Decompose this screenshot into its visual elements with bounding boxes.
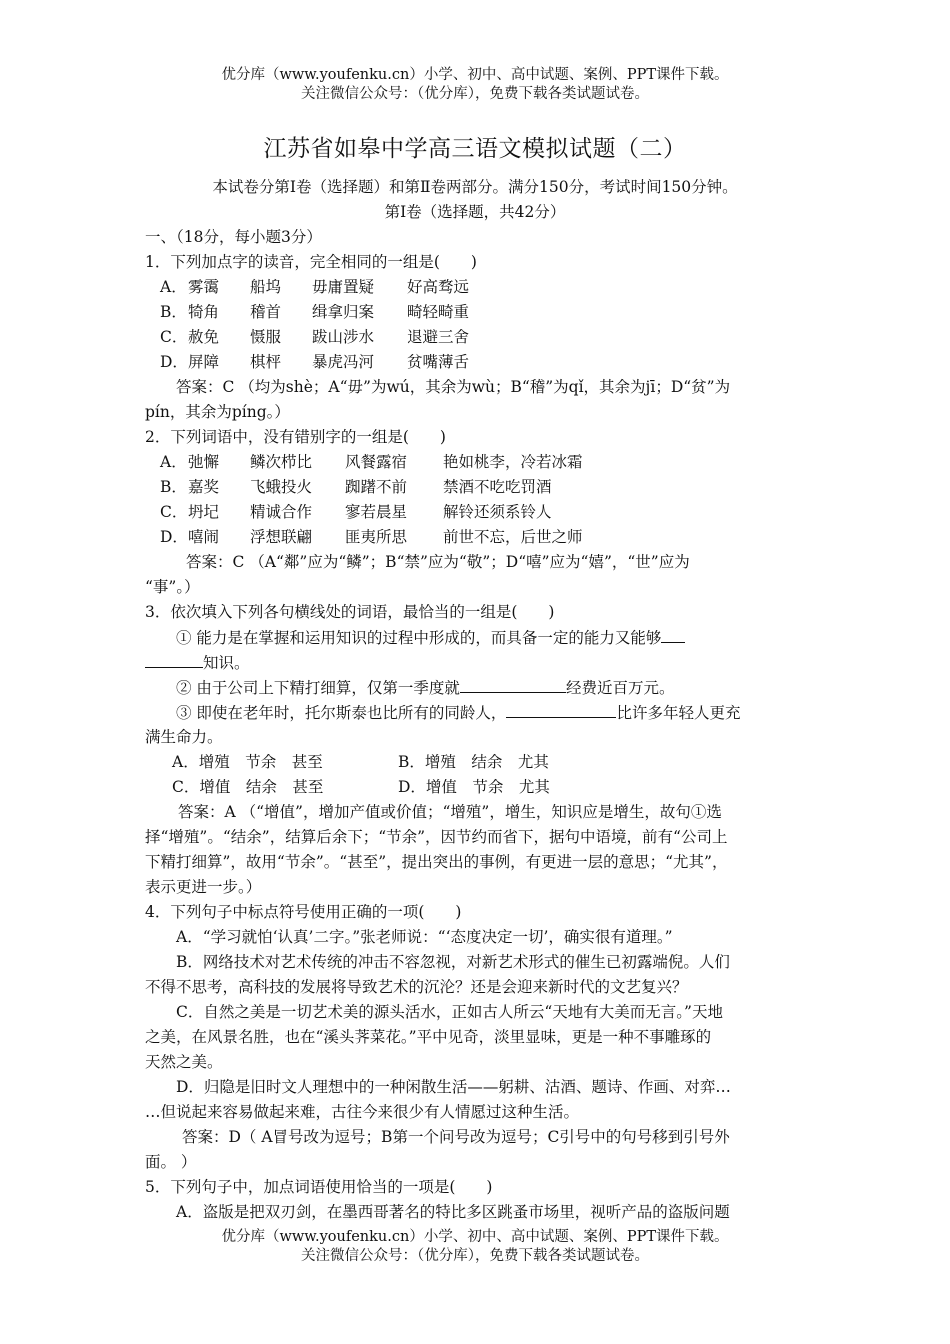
option-word: 屏障 [188, 353, 220, 371]
option-letter: D． [160, 353, 188, 371]
q1-stem: 1．下列加点字的读音，完全相同的一组是( ) [145, 253, 477, 271]
option-word: 船坞 [250, 278, 282, 296]
option-word: 贫嘴薄舌 [407, 353, 470, 371]
fill-blank [661, 627, 685, 643]
option-word: 艳如桃李，冷若冰霜 [443, 453, 583, 471]
option-word: 暴虎冯河 [312, 353, 375, 371]
q2-stem: 2．下列词语中，没有错别字的一组是( ) [145, 428, 446, 446]
fill-blank [145, 652, 203, 668]
q3-sentence-2 [176, 677, 674, 698]
q4-option-a: A．“学习就怕‘认真’二字。”张老师说：“‘态度决定一切’，确实很有道理。” [176, 928, 673, 946]
footer-line-1: 优分库（www.youfenku.cn）小学、初中、高中试题、案例、PPT课件下载。 [221, 1229, 729, 1245]
option-letter: B． [160, 478, 187, 496]
q3-answer-cont: 表示更进一步。） [145, 878, 262, 896]
page-footer [0, 1228, 950, 1266]
option-word: 稽首 [250, 303, 282, 321]
q3-sentence-3 [176, 702, 740, 723]
q4-answer: 答案：D（ A冒号改为逗号；B第一个问号改为逗号；C引号中的句号移到引号外 [182, 1128, 730, 1146]
option-word: 嘉奖 [188, 478, 220, 496]
option-word: 前世不忘，后世之师 [443, 528, 583, 546]
q3-option-b: B．增殖 结余 尤其 [398, 753, 549, 771]
sentence-text: 知识。 [203, 654, 250, 672]
option-word: 赦免 [188, 328, 220, 346]
option-word: 弛懈 [188, 453, 220, 471]
q2-answer: 答案：C （A“鄰”应为“鳞”；B“禁”应为“敬”；D“嘻”应为“嬉”，“世”应为 [186, 553, 690, 571]
option-word: 犄角 [188, 303, 220, 321]
q3-option-d: D．增值 节余 尤其 [398, 778, 550, 796]
q3-sentence-1-cont [145, 652, 250, 673]
q3-sentence-3-cont: 满生命力。 [145, 728, 223, 746]
header-line-1: 优分库（www.youfenku.cn）小学、初中、高中试题、案例、PPT课件下载。 [221, 67, 729, 83]
q1-answer-cont: pín，其余为píng。） [145, 403, 290, 421]
exam-intro: 本试卷分第Ⅰ卷（选择题）和第Ⅱ卷两部分。满分150分，考试时间150分钟。 [212, 178, 738, 196]
q4-option-c-cont: 天然之美。 [145, 1053, 223, 1071]
q3-option-c: C．增值 结余 甚至 [172, 778, 324, 796]
option-word: 嘻闹 [188, 528, 220, 546]
q4-answer-cont: 面。 ） [145, 1153, 197, 1171]
option-letter: A． [160, 278, 187, 296]
option-word: 退避三舍 [407, 328, 470, 346]
sentence-text: 经费近百万元。 [565, 679, 675, 697]
q5-stem: 5．下列句子中，加点词语使用恰当的一项是( ) [145, 1178, 493, 1196]
option-letter: D． [160, 528, 188, 546]
option-word: 跋山涉水 [312, 328, 375, 346]
q4-option-b: B．网络技术对艺术传统的冲击不容忽视，对新艺术形式的催生已初露端倪。人们 [176, 953, 730, 971]
header-line-2: 关注微信公众号：（优分库），免费下载各类试题试卷。 [301, 86, 649, 102]
q3-answer-cont: 下精打细算”，故用“节余”。“甚至”，提出突出的事例，有更进一层的意思；“尤其”， [145, 853, 728, 871]
option-word: 飞蛾投火 [250, 478, 313, 496]
q3-answer-cont: 择“增殖”。“结余”，结算后余下；“节余”，因节约而省下，据句中语境，前有“公司上 [145, 828, 728, 846]
q3-answer: 答案：A （“增值”，增加产值或价值；“增殖”，增生，知识应是增生，故句①选 [178, 803, 722, 821]
option-word: 浮想联翩 [250, 528, 313, 546]
option-word: 缉拿归案 [312, 303, 375, 321]
fill-blank [506, 702, 616, 718]
option-word: 棋枰 [250, 353, 282, 371]
option-letter: A． [160, 453, 187, 471]
q2-answer-cont: “事”。） [145, 578, 200, 596]
sentence-text: ② 由于公司上下精打细算，仅第一季度就 [176, 679, 460, 697]
q4-stem: 4．下列句子中标点符号使用正确的一项( ) [145, 903, 462, 921]
fill-blank [460, 677, 566, 693]
option-word: 禁酒不吃吃罚酒 [443, 478, 552, 496]
option-word: 匪夷所思 [345, 528, 408, 546]
section1-heading: 一、（18分，每小题3分） [145, 228, 322, 246]
option-letter: B． [160, 303, 187, 321]
part1-heading: 第Ⅰ卷（选择题，共42分） [384, 203, 566, 221]
option-word: 踟躇不前 [345, 478, 408, 496]
option-word: 坍圮 [188, 503, 220, 521]
q1-answer: 答案：C （均为shè；A“毋”为wú，其余为wù；B“稽”为qǐ，其余为jī；D“贫”为 [176, 378, 731, 396]
sentence-text: ③ 即使在老年时，托尔斯泰也比所有的同龄人， [176, 704, 507, 722]
option-word: 鳞次栉比 [250, 453, 313, 471]
option-word: 风餐露宿 [345, 453, 408, 471]
option-word: 好高骛远 [407, 278, 470, 296]
option-word: 雾霭 [188, 278, 220, 296]
page-header [0, 66, 950, 104]
option-word: 慑服 [250, 328, 282, 346]
q3-sentence-1 [176, 627, 685, 648]
option-word: 解铃还须系铃人 [443, 503, 552, 521]
option-letter: C． [160, 328, 188, 346]
sentence-text: ① 能力是在掌握和运用知识的过程中形成的，而具备一定的能力又能够 [176, 629, 662, 647]
sentence-text: 比许多年轻人更充 [616, 704, 741, 722]
q3-stem: 3．依次填入下列各句横线处的词语，最恰当的一组是( ) [145, 603, 555, 621]
q4-option-c-cont: 之美，在风景名胜，也在“溪头荠菜花。”平中见奇，淡里显味，更是一种不事雕琢的 [145, 1028, 712, 1046]
q4-option-d: D．归隐是旧时文人理想中的一种闲散生活——躬耕、沽酒、题诗、作画、对弈… [176, 1078, 731, 1096]
option-word: 寥若晨星 [345, 503, 408, 521]
q4-option-b-cont: 不得不思考，高科技的发展将导致艺术的沉沦？还是会迎来新时代的文艺复兴？ [145, 978, 688, 996]
option-letter: C． [160, 503, 188, 521]
q4-option-d-cont: …但说起来容易做起来难，古往今来很少有人情愿过这种生活。 [145, 1103, 580, 1121]
footer-line-2: 关注微信公众号：（优分库），免费下载各类试题试卷。 [301, 1248, 649, 1264]
option-word: 精诚合作 [250, 503, 313, 521]
q5-option-a: A．盗版是把双刃剑，在墨西哥著名的特比多区跳蚤市场里，视听产品的盗版问题 [176, 1203, 730, 1221]
q3-option-a: A．增殖 节余 甚至 [172, 753, 323, 771]
option-word: 畸轻畸重 [407, 303, 470, 321]
document-title: 江苏省如皋中学高三语文模拟试题（二） [263, 136, 687, 162]
q4-option-c: C．自然之美是一切艺术美的源头活水，正如古人所云“天地有大美而无言。”天地 [176, 1003, 723, 1021]
option-word: 毋庸置疑 [312, 278, 375, 296]
